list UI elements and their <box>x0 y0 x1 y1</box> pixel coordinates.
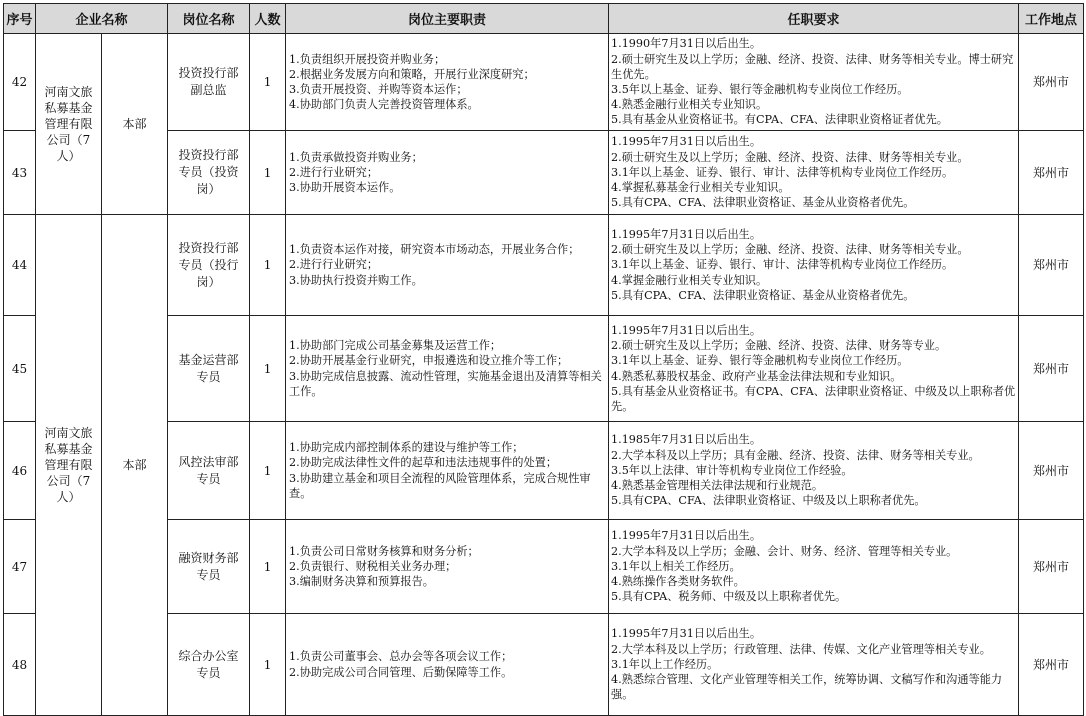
department-cell: 本部 <box>102 34 168 215</box>
requirement-line: 1.1995年7月31日以后出生。 <box>611 135 762 149</box>
requirement-line: 4.掌握金融行业相关专业知识。 <box>611 273 768 287</box>
requirements-text <box>609 227 1018 303</box>
job-table <box>3 3 1084 716</box>
seq-cell: 48 <box>4 614 36 716</box>
seq-cell: 45 <box>4 316 36 422</box>
duties-cell <box>286 422 609 520</box>
requirement-line: 5.具有CPA、CFA、法律职业资格证、中级及以上职称者优先。 <box>611 494 926 508</box>
requirement-line: 1.1995年7月31日以后出生。 <box>611 227 762 241</box>
requirement-line: 1.1990年7月31日以后出生。 <box>611 37 762 51</box>
requirements-text <box>609 323 1018 414</box>
count-cell: 1 <box>250 215 286 316</box>
duty-line: 1.负责组织开展投资并购业务； <box>289 52 446 66</box>
duties-cell <box>286 34 609 131</box>
header-duties: 岗位主要职责 <box>286 4 609 34</box>
location-cell: 郑州市 <box>1019 520 1084 614</box>
position-name: 投资投行部副总监 <box>178 66 239 97</box>
requirement-line: 3.1年以上基金、证券、银行、审计、法律等机构专业岗位工作经历。 <box>611 165 954 179</box>
duties-cell <box>286 614 609 716</box>
company-name: 河南文旅私募基金管理有限公司（7人） <box>44 426 93 504</box>
requirements-text <box>609 36 1018 127</box>
table-row <box>4 215 1084 316</box>
header-requirements: 任职要求 <box>609 4 1019 34</box>
duty-line: 2.进行行业研究； <box>289 258 379 272</box>
header-company: 企业名称 <box>36 4 168 34</box>
requirement-line: 4.熟悉基金管理相关法律法规和行业规范。 <box>611 479 824 493</box>
header-position: 岗位名称 <box>168 4 250 34</box>
company-cell <box>36 34 102 215</box>
requirement-line: 2.硕士研究生及以上学历；金融、经济、投资、法律、财务等专业。 <box>611 339 947 353</box>
duties-text <box>286 150 608 196</box>
duty-line: 3.协助开展资本运作。 <box>289 181 401 195</box>
requirement-line: 5.具有基金从业资格证书。有CPA、CFA、法律职业资格证、中级及以上职称者优先。 <box>611 384 1016 413</box>
position-cell <box>168 316 250 422</box>
location-cell: 郑州市 <box>1019 131 1084 215</box>
requirement-line: 3.5年以上法律、审计等机构专业岗位工作经验。 <box>611 463 853 477</box>
duty-line: 3.负责开展投资、并购等资本运作； <box>289 83 468 96</box>
requirements-cell <box>609 520 1019 614</box>
requirement-line: 5.具有CPA、CFA、法律职业资格证、基金从业资格者优先。 <box>611 288 915 302</box>
duties-text <box>286 52 608 113</box>
requirement-line: 5.具有CPA、CFA、法律职业资格证、基金从业资格者优先。 <box>611 196 915 210</box>
duties-cell <box>286 520 609 614</box>
location-cell: 郑州市 <box>1019 422 1084 520</box>
duty-line: 1.负责公司董事会、总办会等各项会议工作； <box>289 650 513 664</box>
position-name: 融资财务部专员 <box>178 550 239 582</box>
seq-cell: 43 <box>4 131 36 215</box>
seq-cell: 42 <box>4 34 36 131</box>
count-cell: 1 <box>250 614 286 716</box>
duty-line: 1.协助部门完成公司基金募集及运营工作； <box>289 339 502 353</box>
requirement-line: 3.5年以上基金、证券、银行等金融机构专业岗位工作经历。 <box>611 83 909 96</box>
duty-line: 1.协助完成内部控制体系的建设与维护等工作； <box>289 441 524 455</box>
requirements-cell <box>609 131 1019 215</box>
requirement-line: 5.具有CPA、税务师、中级及以上职称者优先。 <box>611 590 847 604</box>
location-cell: 郑州市 <box>1019 614 1084 716</box>
location-cell: 郑州市 <box>1019 34 1084 131</box>
position-name: 基金运营部专员 <box>178 352 239 384</box>
company-cell <box>36 215 102 716</box>
requirement-line: 3.1年以上相关工作经历。 <box>611 559 741 573</box>
count-cell: 1 <box>250 131 286 215</box>
requirement-line: 4.熟悉综合管理、文化产业管理等相关工作，统筹协调、文稿写作和沟通等能力强。 <box>611 673 1003 702</box>
seq-cell: 44 <box>4 215 36 316</box>
company-name: 河南文旅私募基金管理有限公司（7人） <box>44 85 93 163</box>
duty-line: 2.协助开展基金行业研究，申报遴选和设立推介等工作； <box>289 354 569 368</box>
requirement-line: 4.熟悉私募股权基金、政府产业基金法律法规和专业知识。 <box>611 369 902 383</box>
duty-line: 3.协助执行投资并购工作。 <box>289 273 423 287</box>
requirement-line: 3.1年以上基金、证券、银行等金融机构专业岗位工作经历。 <box>611 354 909 368</box>
duty-line: 4.协助部门负责人完善投资管理体系。 <box>289 98 479 112</box>
duty-line: 2.根据业务发展方向和策略，开展行业深度研究； <box>289 67 535 81</box>
duties-text <box>286 649 608 679</box>
position-name: 投资投行部专员（投行岗） <box>178 240 239 289</box>
position-name: 投资投行部专员（投资岗） <box>178 148 239 196</box>
table-body <box>4 34 1084 716</box>
seq-cell: 46 <box>4 422 36 520</box>
duty-line: 3.编制财务决算和预算报告。 <box>289 575 434 589</box>
duty-line: 1.负责资本运作对接，研究资本市场动态，开展业务合作； <box>289 243 580 257</box>
location-cell: 郑州市 <box>1019 316 1084 422</box>
requirement-line: 2.大学本科及以上学历；金融、会计、财务、经济、管理等相关专业。 <box>611 544 958 558</box>
position-cell <box>168 520 250 614</box>
position-cell <box>168 131 250 215</box>
requirement-line: 1.1995年7月31日以后出生。 <box>611 627 762 641</box>
header-count: 人数 <box>250 4 286 34</box>
duties-text <box>286 440 608 501</box>
count-cell: 1 <box>250 316 286 422</box>
duties-cell <box>286 215 609 316</box>
requirements-cell <box>609 215 1019 316</box>
requirement-line: 2.硕士研究生及以上学历；金融、经济、投资、法律、财务等相关专业。 <box>611 243 969 257</box>
duty-line: 1.负责承做投资并购业务； <box>289 150 423 164</box>
duties-cell <box>286 316 609 422</box>
table-row <box>4 34 1084 131</box>
duty-line: 2.协助完成公司合同管理、后勤保障等工作。 <box>289 665 513 679</box>
header-row <box>4 4 1084 34</box>
requirement-line: 1.1985年7月31日以后出生。 <box>611 433 762 447</box>
count-cell: 1 <box>250 422 286 520</box>
requirements-cell <box>609 34 1019 131</box>
count-cell: 1 <box>250 520 286 614</box>
requirement-line: 5.具有基金从业资格证书。有CPA、CFA、法律职业资格证者优先。 <box>611 113 948 127</box>
position-cell <box>168 422 250 520</box>
duties-cell <box>286 131 609 215</box>
count-cell: 1 <box>250 34 286 131</box>
requirement-line: 4.掌握私募基金行业相关专业知识。 <box>611 181 790 195</box>
position-cell <box>168 34 250 131</box>
duty-line: 1.负责公司日常财务核算和财务分析； <box>289 544 479 558</box>
position-cell <box>168 215 250 316</box>
requirement-line: 2.硕士研究生及以上学历；金融、经济、投资、法律、财务等相关专业。 <box>611 150 969 164</box>
requirement-line: 4.熟悉金融行业相关专业知识。 <box>611 98 768 112</box>
position-name: 风控法审部专员 <box>178 454 239 486</box>
requirement-line: 3.1年以上工作经历。 <box>611 657 719 671</box>
requirement-line: 1.1995年7月31日以后出生。 <box>611 323 762 337</box>
position-cell <box>168 614 250 716</box>
location-cell: 郑州市 <box>1019 215 1084 316</box>
requirements-text <box>609 432 1018 508</box>
department-cell: 本部 <box>102 215 168 716</box>
requirement-line: 1.1995年7月31日以后出生。 <box>611 529 762 543</box>
seq-cell: 47 <box>4 520 36 614</box>
requirements-cell <box>609 422 1019 520</box>
requirement-line: 4.熟练操作各类财务软件。 <box>611 575 745 589</box>
duty-line: 3.协助完成信息披露、流动性管理，实施基金退出及清算等相关工作。 <box>289 369 602 398</box>
duty-line: 3.协助建立基金和项目全流程的风险管理体系，完成合规性审查。 <box>289 471 591 500</box>
duties-text <box>286 338 608 399</box>
header-seq: 序号 <box>4 4 36 34</box>
requirements-text <box>609 528 1018 604</box>
duty-line: 2.协助完成法律性文件的起草和违法违规事件的处置； <box>289 456 558 470</box>
requirements-text <box>609 134 1018 210</box>
position-name: 综合办公室专员 <box>178 648 239 680</box>
requirements-cell <box>609 614 1019 716</box>
requirement-line: 3.1年以上基金、证券、银行、审计、法律等机构专业岗位工作经历。 <box>611 258 954 272</box>
requirements-cell <box>609 316 1019 422</box>
requirement-line: 2.大学本科及以上学历；具有金融、经济、投资、法律、财务等相关专业。 <box>611 448 980 462</box>
header-location: 工作地点 <box>1019 4 1084 34</box>
requirements-text <box>609 626 1018 702</box>
duties-text <box>286 242 608 288</box>
requirement-line: 2.大学本科及以上学历；行政管理、法律、传媒、文化产业管理等相关专业。 <box>611 642 991 656</box>
requirement-line: 2.硕士研究生及以上学历；金融、经济、投资、法律、财务等相关专业。博士研究生优先。 <box>611 52 1014 81</box>
duty-line: 2.进行行业研究； <box>289 165 379 179</box>
duty-line: 2.负责银行、财税相关业务办理； <box>289 559 457 573</box>
duties-text <box>286 544 608 590</box>
